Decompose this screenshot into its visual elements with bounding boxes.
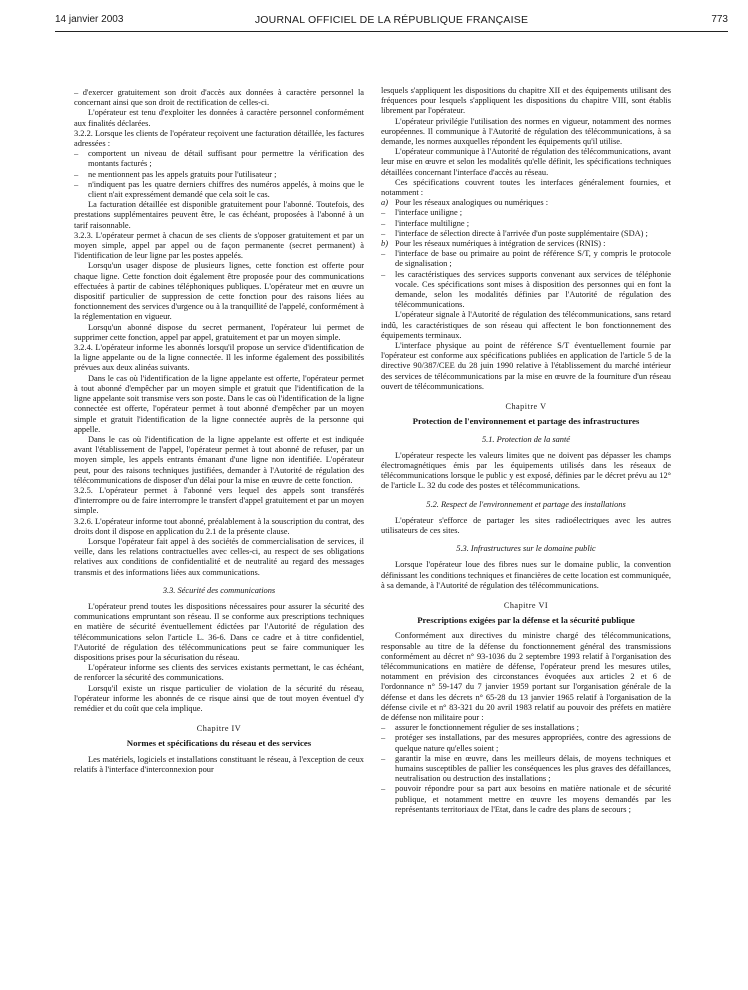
paragraph: L'opérateur privilégie l'utilisation des normes en vigueur, notamment des normes européennes. Il communique à l'Autorité de régulation des télécommunications, à sa demande, les normes auxquelles répondent les équipements qu'il utilise.: [381, 116, 671, 147]
chapter-title: Protection de l'environnement et partage des infrastructures: [412, 416, 640, 427]
clause-3-2-4: 3.2.4. L'opérateur informe les abonnés lorsqu'il propose un service d'identification de la ligne appelante ou de la ligne connectée. Il les informe également des possibilités prévues aux deux alinéas suivants.: [74, 343, 364, 373]
paragraph: Conformément aux directives du ministre chargé des télécommunications, responsable au titre de la défense du fonctionnement général des transmissions conformément au décret n° 93-1036 du 2 septembre 1993 relatif à l'organisation des télécommunications en matière de défense, l'opérateur prend les mesures utiles, notamment en prévision des circonstances évoquées aux articles 2 et 6 de l'ordonnance n° 59-147 du 7 janvier 1959 portant sur l'organisation générale de la défense et dans les décrets n° 65-28 du 13 janvier 1965 relatif à l'organisation de la défense civile et n° 83-321 du 20 avril 1983 relatif au pouvoir des préfets en matière de défense non militaire pour :: [381, 631, 671, 722]
list-item: – n'indiquent pas les quatre derniers chiffres des numéros appelés, à moins que le client n'ait expressément demandé que cela soit le cas.: [74, 179, 364, 200]
paragraph: Dans le cas où l'identification de la ligne appelante est offerte, l'opérateur permet à tout abonné d'empêcher par un moyen simple et gratuit que l'identification de la ligne appelante soit transmise vers son poste. Dans le cas où l'identification de la ligne connectée est offerte, l'opérateur permet à tout abonné d'empêcher par un moyen simple et gratuit l'identification de la ligne connectée auprès de la personne qui appelle.: [74, 373, 364, 434]
right-column: [381, 86, 671, 986]
list-item: – l'interface de sélection directe à l'arrivée d'un poste supplémentaire (SDA) ;: [381, 228, 648, 238]
list-item: – assurer le fonctionnement régulier de ses installations ;: [381, 723, 579, 733]
sub-item-b: b) Pour les réseaux numériques à intégration de services (RNIS) :: [381, 239, 606, 249]
paragraph: L'interface physique au point de référence S/T éventuellement fournie par l'opérateur est conforme aux spécifications publiées en application de l'article 5 de la directive 90/387/CEE du 28 juin 1990 relative à l'établissement du marché intérieur des services de télécommunications par la mise en œuvre de la fourniture d'un réseau ouvert de télécommunications.: [381, 341, 671, 391]
paragraph: L'opérateur s'efforce de partager les sites radioélectriques avec les autres utilisateurs de ces sites.: [381, 515, 671, 535]
left-column: [74, 88, 364, 988]
journal-title: JOURNAL OFFICIEL DE LA RÉPUBLIQUE FRANÇAISE: [254, 14, 529, 26]
paragraph: Ces spécifications couvrent toutes les interfaces généralement fournies, et notamment :: [381, 177, 671, 198]
list-item: – protéger ses installations, par des mesures appropriées, contre des agressions de quelque nature qu'elles soient ;: [381, 733, 671, 753]
list-item: – l'interface uniligne ;: [381, 208, 463, 218]
page-number: 773: [711, 14, 728, 25]
paragraph: – d'exercer gratuitement son droit d'accès aux données à caractère personnel la concernant ainsi que son droit de rectification de celles-ci.: [74, 88, 364, 108]
list-item: – comportent un niveau de détail suffisant pour permettre la vérification des montants facturés ;: [74, 149, 364, 169]
section-title-5-2: 5.2. Respect de l'environnement et partage des installations: [426, 499, 626, 509]
paragraph: Dans le cas où l'identification de la ligne appelante est offerte et est indiquée avant l'établissement de l'appel, l'opérateur permet à tout abonné de refuser, par un moyen simple, les appels entrants émanant d'une ligne non identifiée. L'opérateur peut, pour des raisons techniques justifiées, demander à l'Autorité de régulation des télécommunications de disposer d'un délai pour la mise en œuvre de cette fonction.: [74, 434, 364, 485]
paragraph: Les matériels, logiciels et installations constituant le réseau, à l'exception de ceux relatifs à l'interface d'interconnexion pour: [74, 754, 364, 774]
list-item: – ne mentionnent pas les appels gratuits pour l'utilisateur ;: [74, 169, 277, 179]
publication-date: 14 janvier 2003: [55, 14, 124, 25]
chapter-heading: Chapitre V: [505, 402, 547, 412]
paragraph: Lorsqu'un abonné dispose du secret permanent, l'opérateur lui permet de supprimer cette fonction, appel par appel, gratuitement et par un moyen simple.: [74, 322, 364, 342]
list-item: – l'interface multiligne ;: [381, 218, 470, 228]
paragraph: Lorsqu'il existe un risque particulier de violation de la sécurité du réseau, l'opérateur informe les abonnés de ce risque ainsi que de tout moyen éventuel d'y remédier et du coût que cela implique.: [74, 683, 364, 713]
header-rule: [55, 31, 728, 32]
list-item: – l'interface de base ou primaire au point de référence S/T, y compris le protocole de signalisation ;: [381, 249, 671, 269]
list-item: – les caractéristiques des services supports convenant aux services de téléphonie vocale. Ces spécifications sont mises à disposition des personnes qui en font la demande, selon les modalités définies par l'Autorité de régulation des télécommunications.: [381, 269, 671, 310]
clause-3-2-5: 3.2.5. L'opérateur permet à l'abonné vers lequel des appels sont transférés d'interrompre ou de faire interrompre le transfert d'appel gratuitement et par un moyen simple.: [74, 485, 364, 516]
sub-item-a: a) Pour les réseaux analogiques ou numériques :: [381, 198, 549, 208]
paragraph: Lorsque l'opérateur fait appel à des sociétés de commercialisation de services, il veille, dans les relations contractuelles avec celles-ci, au respect de ses obligations relatives aux conditions de confidentialité et de neutralité au regard des messages transmis et des informations liées aux communications.: [74, 536, 364, 577]
chapter-title: Normes et spécifications du réseau et des services: [126, 738, 312, 749]
paragraph: Lorsque l'opérateur loue des fibres nues sur le domaine public, la convention définissant les conditions techniques et financières de cette location est communiquée, à sa demande, à l'Autorité de régulation des télécommunications.: [381, 560, 671, 590]
section-title-5-3: 5.3. Infrastructures sur le domaine public: [456, 544, 596, 554]
section-title-3-3: 3.3. Sécurité des communications: [162, 585, 276, 595]
clause-3-2-3: 3.2.3. L'opérateur permet à chacun de ses clients de s'opposer gratuitement et par un moyen simple, appel par appel ou de façon permanente (secret permanent) à l'identification de leur ligne par les postes appelés.: [74, 230, 364, 261]
paragraph: L'opérateur respecte les valeurs limites que ne doivent pas dépasser les champs électromagnétiques émis par les équipements utilisés dans les réseaux de télécommunications lorsque le public y est exposé, définies par le décret prévu au 12° de l'article L. 32 du code des postes et télécommunications.: [381, 450, 671, 491]
paragraph: lesquels s'appliquent les dispositions du chapitre XII et des équipements utilisant des fréquences pour lesquels s'appliquent les dispositions du chapitre VIII, sont établis librement par l'opérateur.: [381, 86, 671, 116]
paragraph: L'opérateur prend toutes les dispositions nécessaires pour assurer la sécurité des communications empruntant son réseau. Il se conforme aux prescriptions techniques en matière de sécurité éventuellement édictées par l'Autorité de régulation des télécommunications selon l'article L. 36-6. Dans ce cadre et à titre confidentiel, l'Autorité de régulation des télécommunications peut se faire communiquer les dispositions prises pour la sécurisation du réseau.: [74, 601, 364, 662]
section-title-5-1: 5.1. Protection de la santé: [481, 434, 571, 444]
clause-3-2-2: 3.2.2. Lorsque les clients de l'opérateur reçoivent une facturation détaillée, les factures adressées :: [74, 128, 364, 149]
chapter-heading: Chapitre IV: [196, 724, 242, 734]
list-item: – pouvoir répondre pour sa part aux besoins en matière nationale et de sécurité publique, et notamment mettre en œuvre les moyens demandés par les représentants territoriaux de l'Etat, dans le cadre des plans de secours ;: [381, 784, 671, 814]
paragraph: L'opérateur est tenu d'exploiter les données à caractère personnel conformément aux finalités déclarées.: [74, 108, 364, 128]
list-item: – garantir la mise en œuvre, dans les meilleurs délais, de moyens techniques et humains susceptibles de pallier les conséquences les plus graves des défaillances, neutralisation ou destruction des installations ;: [381, 753, 671, 784]
paragraph: L'opérateur signale à l'Autorité de régulation des télécommunications, sans retard indû, les caractéristiques de son réseau qui affectent le bon fonctionnement des équipements terminaux.: [381, 310, 671, 340]
paragraph: Lorsqu'un usager dispose de plusieurs lignes, cette fonction est offerte pour chaque ligne. Cette fonction doit également être proposée pour des communications effectuées à partir de cabines téléphoniques publiques. L'opérateur met en œuvre un dispositif particulier de suppression de cette fonction pour des raisons liées au fonctionnement des services d'urgence ou à la tranquillité de l'appelé, conformément à la réglementation en vigueur.: [74, 261, 364, 322]
paragraph: La facturation détaillée est disponible gratuitement pour l'abonné. Toutefois, des prestations supplémentaires peuvent être, le cas échéant, proposées à l'abonné à un tarif raisonnable.: [74, 200, 364, 230]
chapter-title: Prescriptions exigées par la défense et la sécurité publique: [417, 615, 635, 626]
clause-3-2-6: 3.2.6. L'opérateur informe tout abonné, préalablement à la souscription du contrat, des droits dont il dispose en application du 2.1 de la présente clause.: [74, 516, 364, 536]
paragraph: L'opérateur informe ses clients des services existants permettant, le cas échéant, de renforcer la sécurité des communications.: [74, 663, 364, 683]
chapter-heading: Chapitre VI: [503, 600, 549, 610]
paragraph: L'opérateur communique à l'Autorité de régulation des télécommunications, avant leur mise en œuvre et selon les modalités qu'elle définit, les spécifications techniques détaillées concernant l'interface d'accès au réseau.: [381, 147, 671, 177]
page-header: [55, 14, 728, 28]
